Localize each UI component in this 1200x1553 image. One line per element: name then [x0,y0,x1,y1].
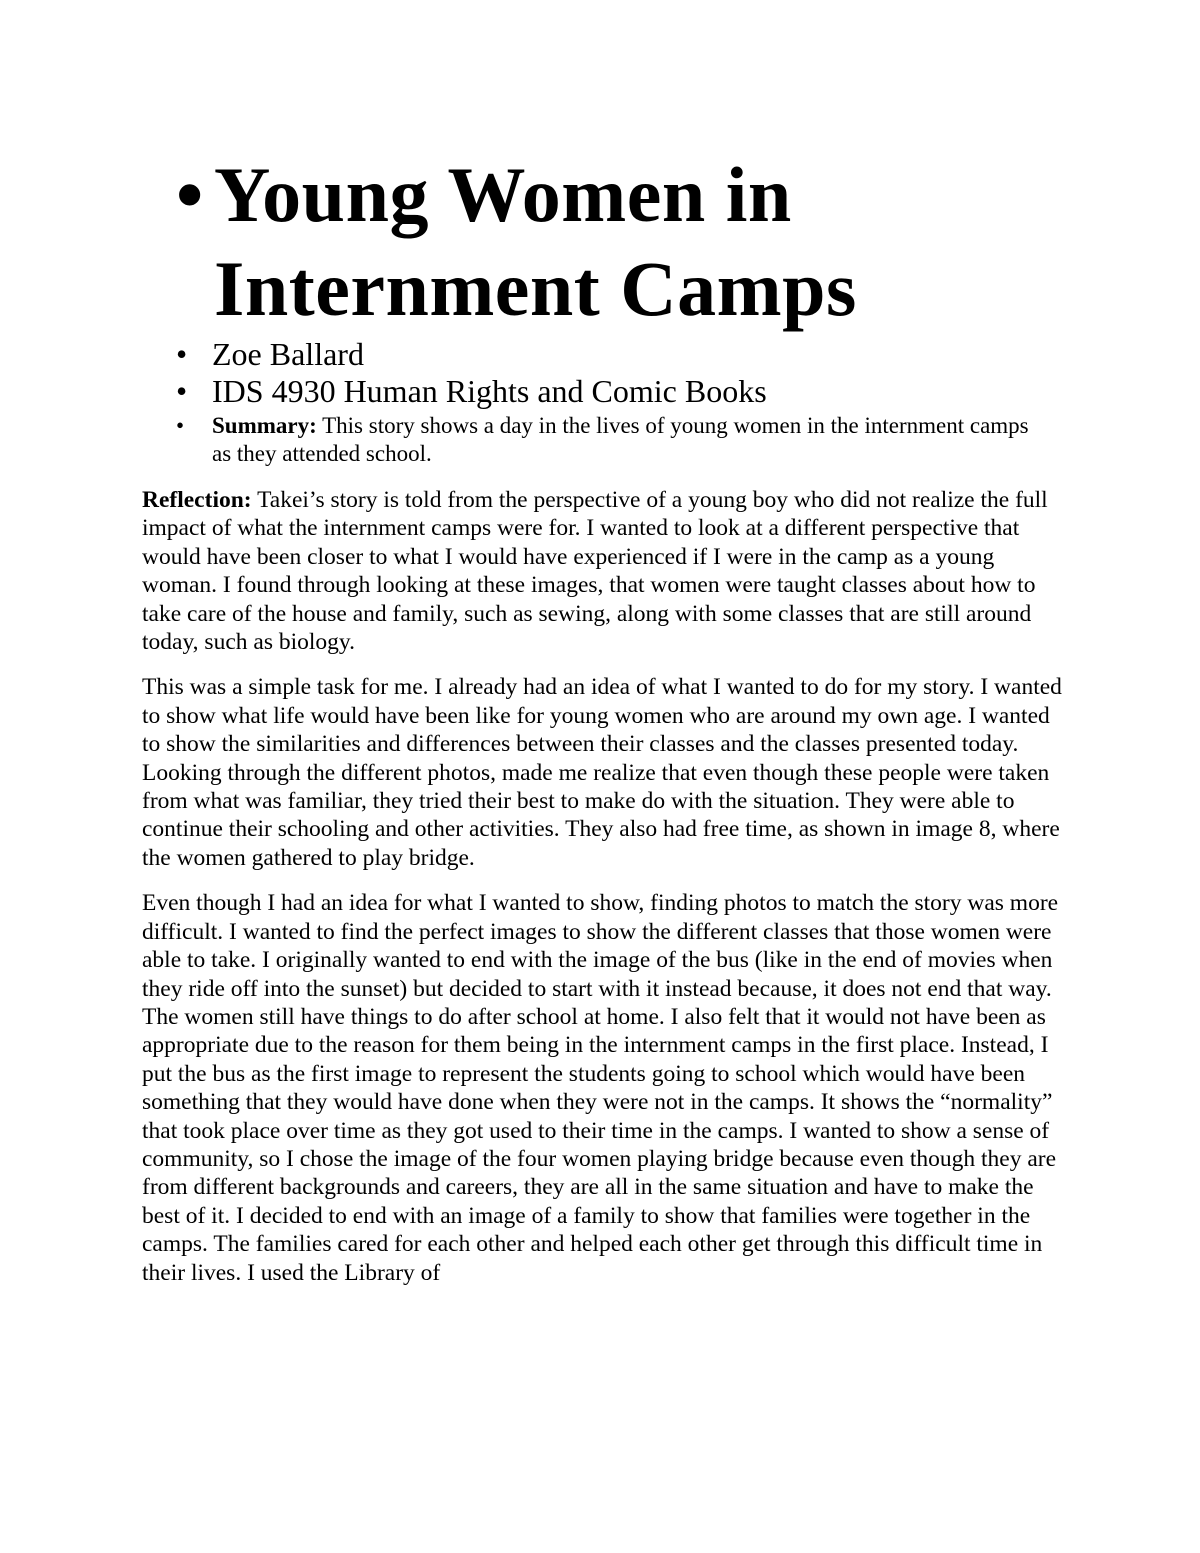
summary-label: Summary: [212,413,317,438]
summary-item [176,412,1036,468]
body-text [142,486,1072,1304]
bullet: • [176,336,188,372]
paragraph-3: Even though I had an idea for what I wanted to show, finding photos to match the story was more difficult. I wanted to find the perfect images to show the different classes that those women were able to take. I originally wanted to end with the image of the bus (like in the end of movies when they ride off into the sunset) but decided to start with it instead because, it does not end that way. The women still have things to do after school at home. I also felt that it would not have been as appropriate due to the reason for them being in the internment camps in the first place. Instead, I put the bus as the first image to represent the students going to school which would have been something that they would have done when they were not in the camps. It shows the “normality” that took place over time as they got used to their time in the camps. I wanted to show a sense of community, so I chose the image of the four women playing bridge because even though they are from different backgrounds and careers, they are all in the same situation and have to make the best of it. I decided to end with an image of a family to show that families were together in the camps. The families cared for each other and helped each other get through this difficult time in their lives. I used the Library of [142,890,1059,1286]
course-name: IDS 4930 Human Rights and Comic Books [212,373,767,409]
reflection-paragraph [142,486,1072,656]
page-title [214,148,1076,336]
details-list [176,336,1036,468]
bullet: • [176,413,185,438]
paragraph-2: This was a simple task for me. I already had an idea of what I wanted to do for my story. I wanted to show what life would have been like for young women who are around my own age. I wanted to show the similarities and differences between their classes and the classes presented today. Looking through the different photos, made me realize that even though these people were taken from what was familiar, they tried their best to make do with the situation. They were able to continue their schooling and other activities. They also had free time, as shown in image 8, where the women gathered to play bridge. [142,674,1062,871]
page-title-line-2: Internment Camps [214,245,857,332]
author-item [176,336,1036,373]
title-bullet: • [176,151,204,238]
reflection-text: Takei’s story is told from the perspective of a young boy who did not realize the full impact of what the internment camps were for. I wanted to look at a different perspective that would have been closer to what I would have experienced if I were in the camp as a young woman. I found through looking at these images, that women were taught classes about how to take care of the house and family, such as sewing, along with some classes that are still around today, such as biology. [142,487,1048,656]
summary-text: This story shows a day in the lives of young women in the internment camps as they attended school. [212,413,1029,466]
reflection-label: Reflection: [142,487,252,513]
page-title-line-1: Young Women in [214,151,792,238]
title-block [176,148,1076,336]
bullet: • [176,373,188,409]
course-item [176,373,1036,410]
author-name: Zoe Ballard [212,336,364,372]
